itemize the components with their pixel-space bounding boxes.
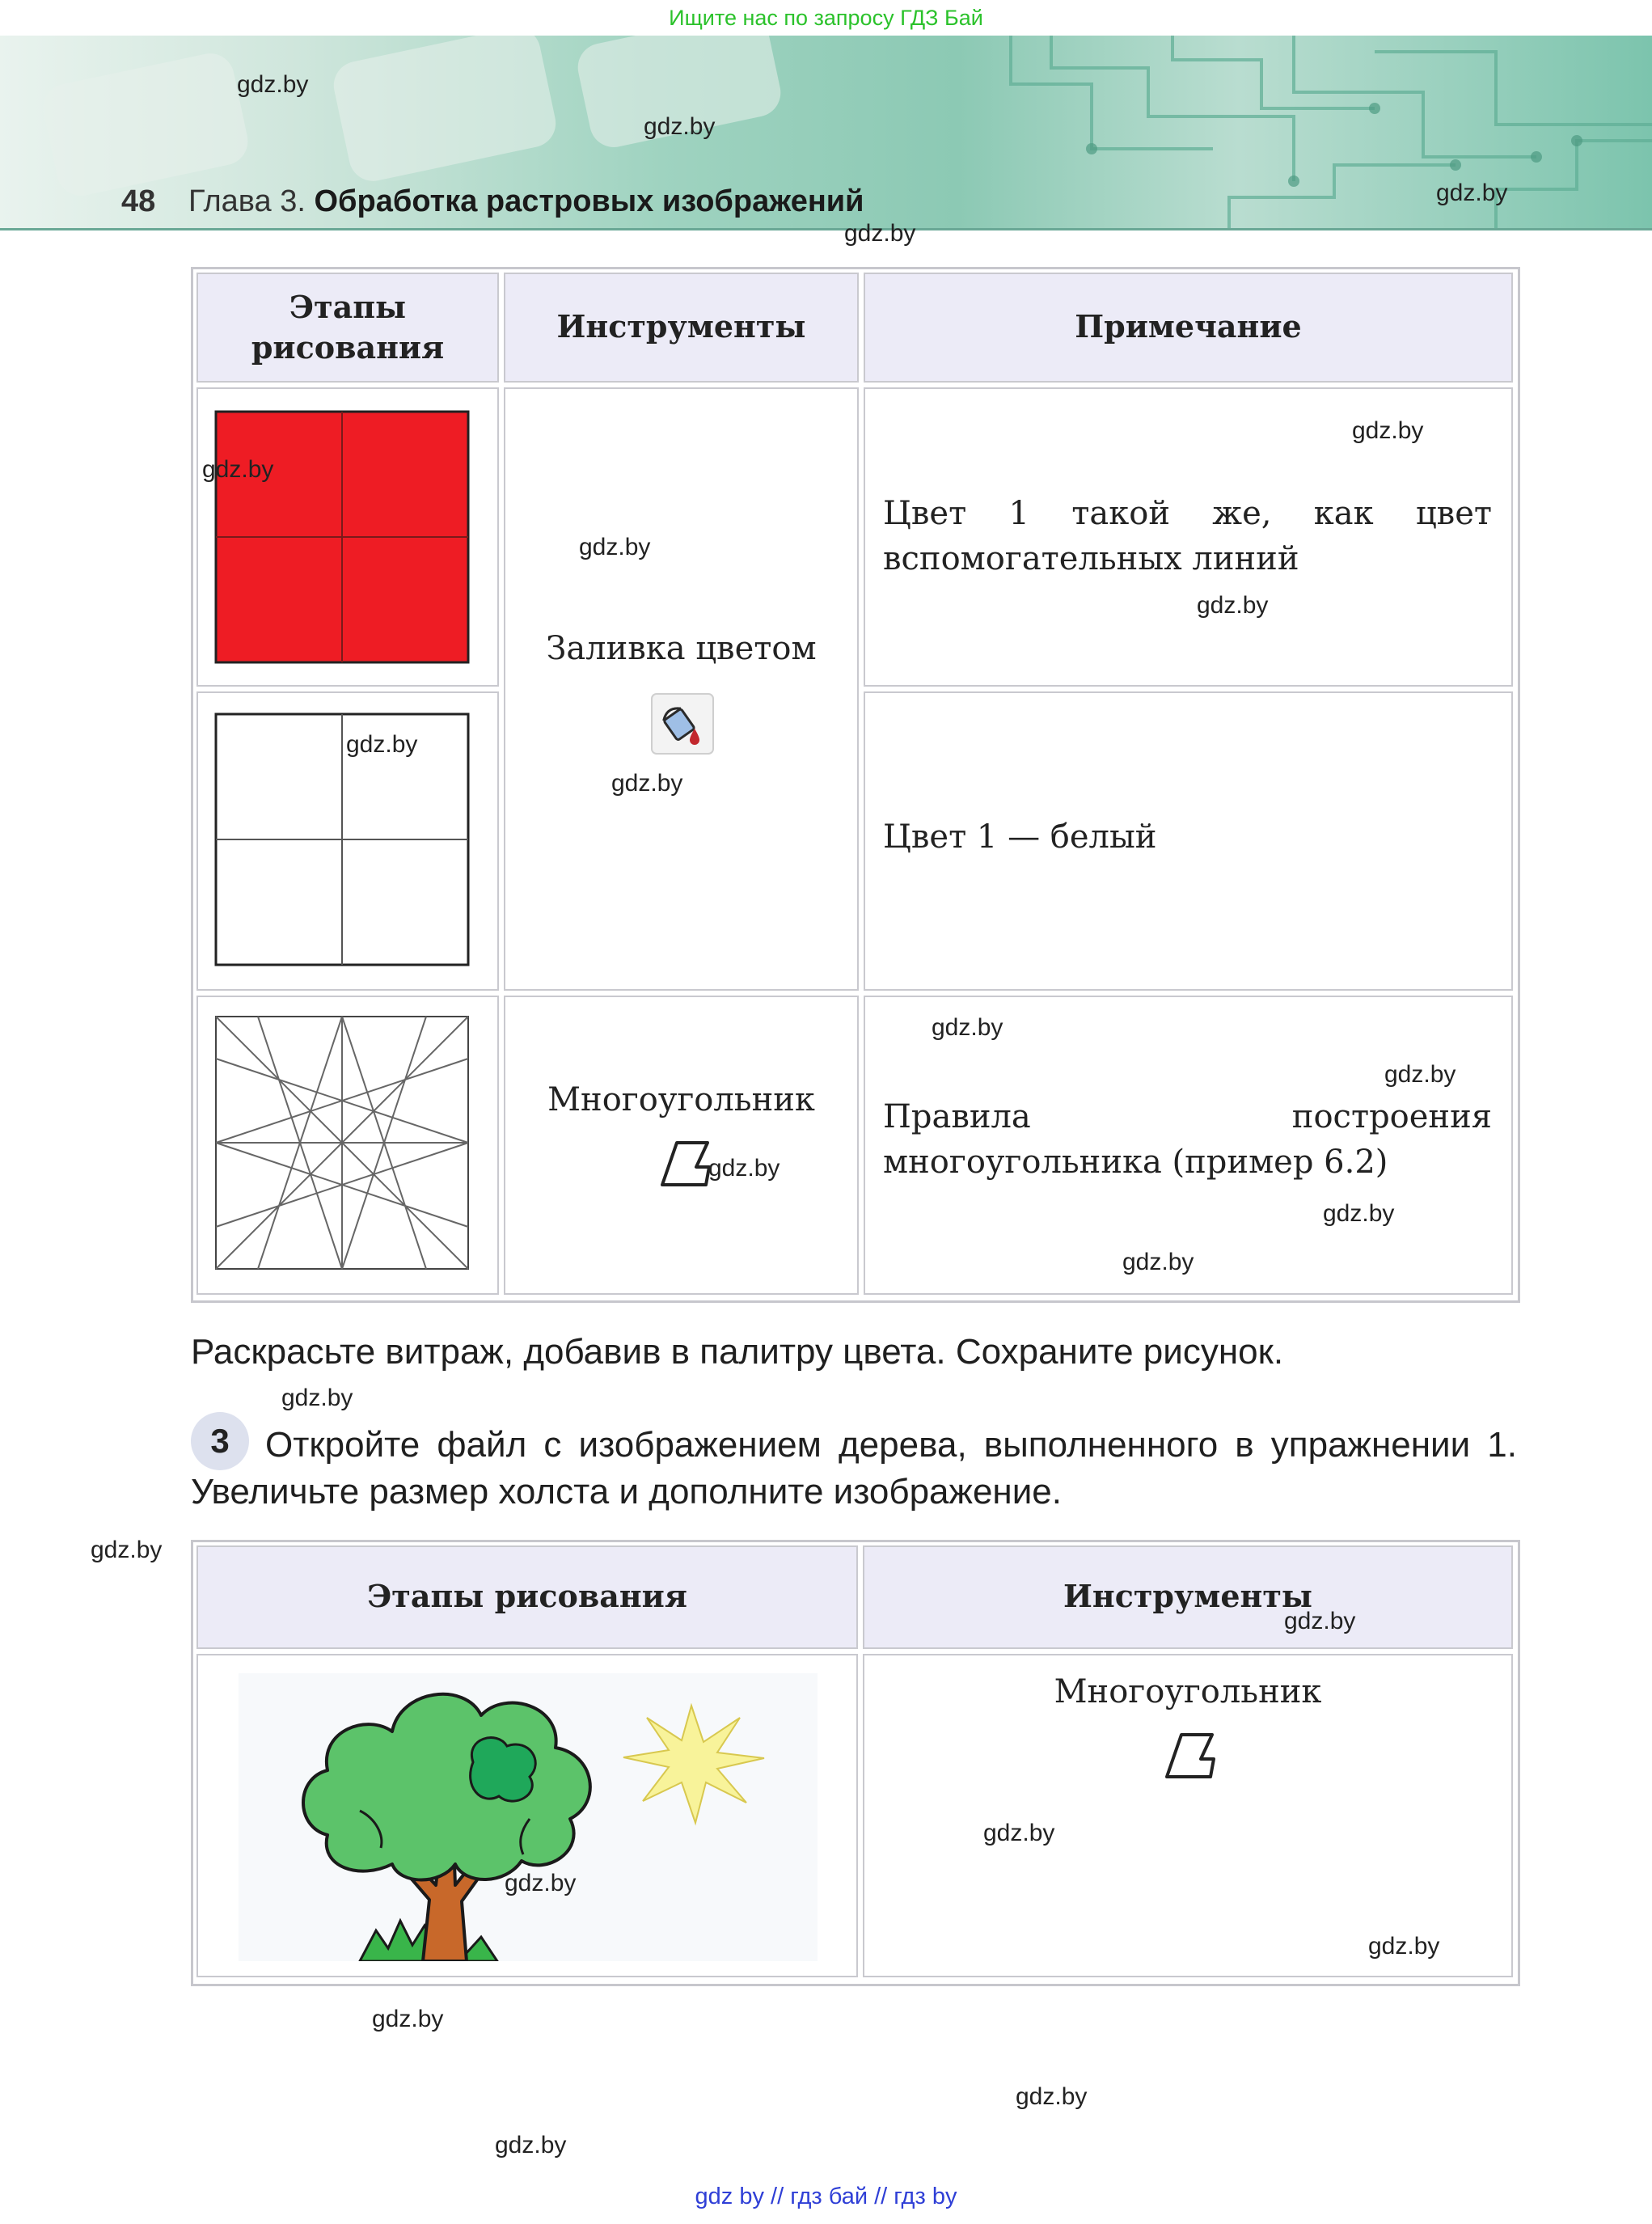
task-3-text: Откройте файл с изображением дерева, выполненного в упражнении 1. Увеличьте размер холста и дополните изображение. [191,1425,1517,1512]
table1-header-tools [504,273,859,383]
table2-row-stage [196,1654,858,1977]
tree-and-sun-illustration [239,1673,818,1961]
watermark: gdz.by [1368,1933,1440,1960]
polygon-icon [1164,1731,1217,1780]
table1-row2-note [864,691,1513,991]
top-search-note: Ищите нас по запросу ГДЗ Бай [669,6,983,30]
polygon-icon [659,1139,712,1188]
red-filled-square [198,389,501,688]
watermark: gdz.by [1352,417,1424,444]
watermark: gdz.by [495,2132,567,2158]
instruction-paragraph: Раскрасьте витраж, добавив в палитру цвета. Сохраните рисунок. [191,1332,1284,1372]
watermark: gdz.by [1122,1249,1194,1275]
watermark: gdz.by [983,1820,1055,1846]
footer-links: gdz by // гдз бай // гдз by [695,2184,957,2209]
watermark: gdz.by [579,534,651,560]
banner-rule [0,228,1652,230]
watermark: gdz.by [346,731,418,758]
tool-fill-label: Заливка цветом [546,630,817,667]
chapter-name: Обработка растровых изображений [314,184,864,218]
note-row2: Цвет 1 — белый [883,818,1157,856]
header-tools-label: Инструменты [556,308,806,345]
task-number-badge: 3 [191,1412,249,1470]
chapter-prefix: Глава 3. [188,184,306,218]
watermark: gdz.by [1197,592,1269,619]
table1-row1-stage [196,387,499,687]
watermark: gdz.by [708,1155,780,1182]
table2-header-stages [196,1545,858,1649]
note-row1: Цвет 1 такой же, как цвет вспомогательных линий [883,495,1492,577]
table2-row-tool [863,1654,1513,1977]
page-number: 48 [121,184,156,218]
star-stained-glass-pattern [198,997,501,1296]
header-notes-label: Примечание [1075,308,1302,345]
chapter-title [188,184,864,219]
header-stages-label: Этапы рисования [251,289,445,366]
table2-tool-polygon-label: Многоугольник [1054,1673,1322,1710]
note-row3: Правила построения многоугольника (пример 6.2) [883,1098,1492,1181]
table1-tool-fill [504,387,859,991]
watermark: gdz.by [202,456,274,483]
watermark: gdz.by [644,113,716,140]
table2-header-tools [863,1545,1513,1649]
watermark: gdz.by [1284,1608,1356,1634]
table2-header-stages-label: Этапы рисования [367,1578,687,1614]
table2-header-tools-label: Инструменты [1063,1578,1312,1614]
table1-row3-stage [196,996,499,1295]
table-drawing-stages-2 [191,1540,1520,1986]
watermark: gdz.by [844,220,916,247]
table-drawing-stages-1 [191,267,1520,1303]
tool-polygon-label: Многоугольник [547,1081,815,1118]
watermark: gdz.by [372,2006,444,2032]
watermark: gdz.by [611,770,683,797]
table1-header-stages [196,273,499,383]
watermark: gdz.by [1016,2083,1088,2110]
table1-header-notes [864,273,1513,383]
watermark: gdz.by [932,1014,1003,1041]
watermark: gdz.by [1323,1200,1395,1227]
watermark: gdz.by [1436,180,1508,206]
watermark: gdz.by [505,1870,577,1896]
table1-tool-polygon [504,996,859,1295]
watermark: gdz.by [91,1537,163,1563]
watermark: gdz.by [281,1385,353,1411]
watermark: gdz.by [237,71,309,98]
fill-bucket-icon [651,693,716,756]
watermark: gdz.by [1384,1061,1456,1088]
